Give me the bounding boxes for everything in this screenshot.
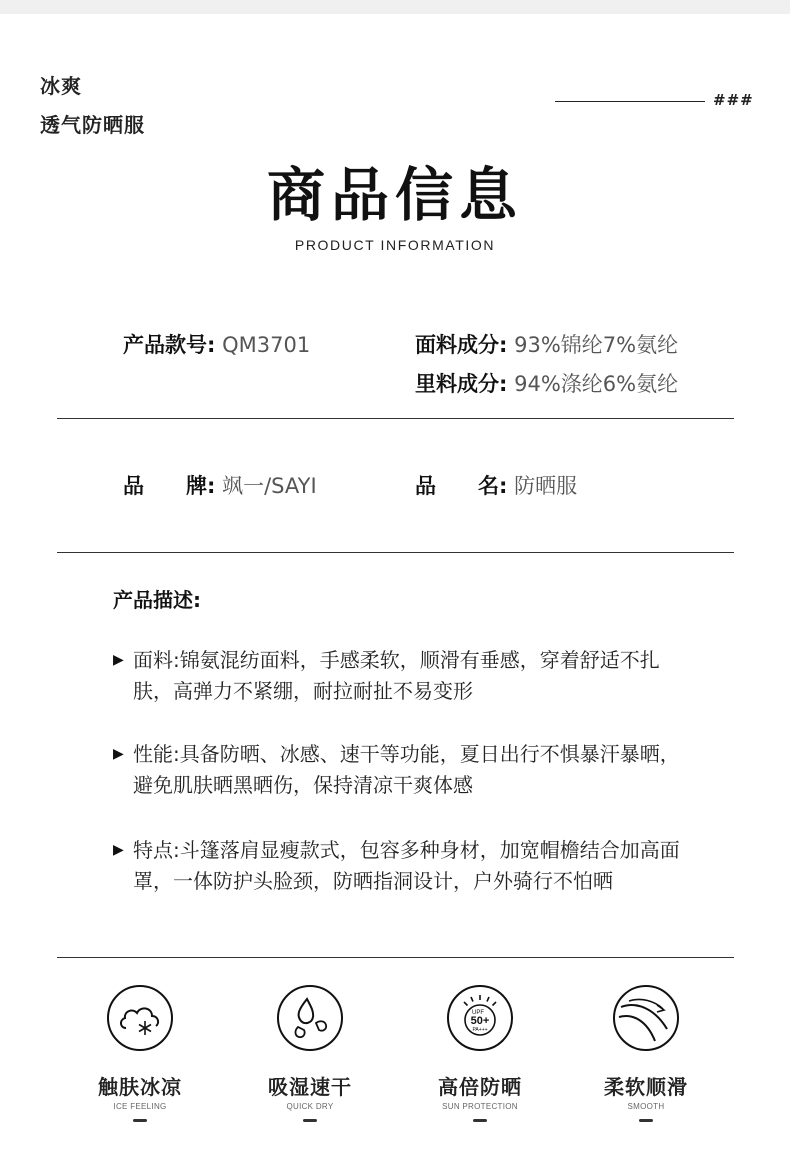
lining-composition-field	[415, 369, 678, 399]
feature-subtitle: SUN PROTECTION	[442, 1102, 518, 1111]
feature-ice-feeling	[55, 985, 225, 1122]
feature-dash	[639, 1119, 653, 1122]
divider-2	[57, 552, 734, 553]
decorative-rule	[555, 101, 705, 102]
upf-badge-main: 50+	[470, 1015, 490, 1027]
upf-badge-top: UPF	[472, 1010, 484, 1016]
description-item	[113, 739, 693, 801]
fabric-composition-value: 93%锦纶7%氨纶	[514, 333, 679, 357]
feature-sun-protection	[395, 985, 565, 1122]
model-number-field	[123, 330, 310, 360]
triangle-bullet-icon: ▶	[113, 652, 124, 668]
description-text: 特点:斗篷落肩显瘦款式，包容多种身材，加宽帽檐结合加高面罩，一体防护头脸颈，防晒指洞设计，户外骑行不怕晒	[133, 838, 680, 893]
feature-subtitle: SMOOTH	[627, 1102, 665, 1111]
triangle-bullet-icon: ▶	[113, 842, 124, 858]
fabric-composition-field	[415, 330, 678, 360]
tagline-product: 透气防晒服	[40, 113, 145, 137]
product-name-label: 品 名:	[415, 474, 508, 498]
feature-name: 触肤冰凉	[98, 1075, 182, 1099]
feature-dash	[303, 1119, 317, 1122]
product-name-field	[415, 471, 577, 501]
upf-sun-icon	[447, 985, 513, 1051]
feature-name: 吸湿速干	[268, 1075, 352, 1099]
triangle-bullet-icon: ▶	[113, 746, 124, 762]
fabric-composition-label: 面料成分:	[415, 333, 508, 357]
feature-subtitle: ICE FEELING	[113, 1102, 167, 1111]
brand-field	[123, 471, 317, 501]
divider-1	[57, 418, 734, 419]
brand-label: 品 牌:	[123, 474, 216, 498]
feature-dash	[473, 1119, 487, 1122]
feature-quick-dry	[225, 985, 395, 1122]
feature-subtitle: QUICK DRY	[286, 1102, 334, 1111]
water-drops-icon	[277, 985, 343, 1051]
decorative-mark: ###	[713, 91, 754, 109]
feature-smooth	[561, 985, 731, 1122]
page-title: 商品信息	[266, 161, 523, 229]
model-number-label: 产品款号:	[123, 333, 216, 357]
upf-badge-bottom: PA+++	[472, 1027, 488, 1033]
product-name-value: 防晒服	[514, 474, 578, 498]
top-band	[0, 0, 790, 14]
page-subtitle: PRODUCT INFORMATION	[294, 237, 496, 253]
tagline-cool: 冰爽	[40, 74, 82, 98]
feature-name: 高倍防晒	[438, 1075, 522, 1099]
lining-composition-value: 94%涤纶6%氨纶	[514, 372, 679, 396]
feature-name: 柔软顺滑	[604, 1075, 688, 1099]
model-number-value: QM3701	[222, 333, 311, 357]
description-item	[113, 645, 693, 707]
lining-composition-label: 里料成分:	[415, 372, 508, 396]
smooth-fabric-icon	[613, 985, 679, 1051]
description-text: 面料:锦氨混纺面料，手感柔软，顺滑有垂感，穿着舒适不扎肤，高弹力不紧绷，耐拉耐扯不易变形	[133, 648, 660, 703]
divider-3	[57, 957, 734, 958]
brand-value: 飒一/SAYI	[222, 474, 317, 498]
description-item	[113, 835, 693, 897]
description-text: 性能:具备防晒、冰感、速干等功能，夏日出行不惧暴汗暴晒，避免肌肤晒黑晒伤，保持清凉干爽体感	[133, 742, 680, 797]
description-title: 产品描述:	[113, 588, 201, 612]
cloud-snowflake-icon	[107, 985, 173, 1051]
feature-dash	[133, 1119, 147, 1122]
